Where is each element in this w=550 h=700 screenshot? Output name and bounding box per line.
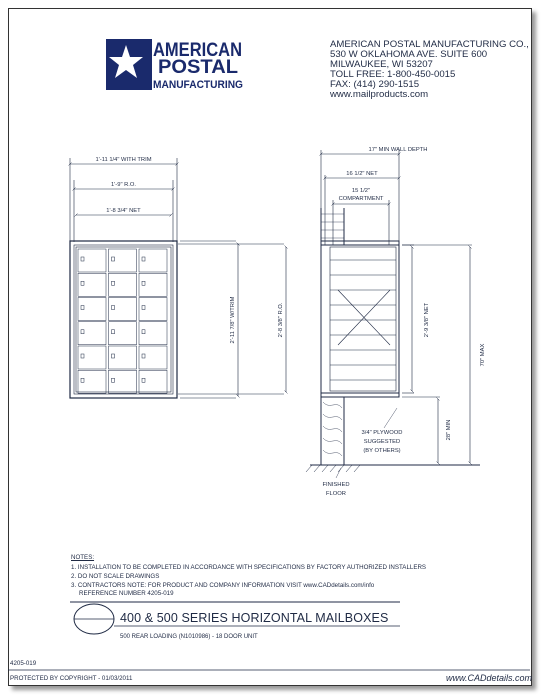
reference-number: 4205-019 <box>10 660 37 667</box>
plywood-note-1: 3/4" PLYWOOD <box>361 430 403 436</box>
door-lock-icon <box>112 330 115 334</box>
door-lock-icon <box>81 306 84 310</box>
door-lock-icon <box>112 378 115 382</box>
door-lock-icon <box>81 330 84 334</box>
drawing-title: 400 & 500 SERIES HORIZONTAL MAILBOXES <box>120 611 389 625</box>
door-lock-icon <box>112 257 115 261</box>
logo-line2: POSTAL <box>158 57 239 78</box>
mailbox-door <box>78 298 106 321</box>
door-lock-icon <box>81 281 84 285</box>
door-lock-icon <box>142 354 145 358</box>
door-lock-icon <box>142 281 145 285</box>
mailbox-door <box>109 273 137 296</box>
dim-max: 70" MAX <box>480 343 486 367</box>
door-lock-icon <box>142 330 145 334</box>
dim-min: 28" MIN <box>446 419 452 441</box>
dim-height-trim: 2'-11 7/8" W/TRIM <box>230 296 236 344</box>
mailbox-door <box>78 322 106 345</box>
dim-net-depth: 16 1/2" NET <box>346 171 378 177</box>
note-3: 3. CONTRACTORS NOTE: FOR PRODUCT AND COMPANY INFORMATION VISIT www.CADdetails.com/info <box>71 582 375 589</box>
plywood-note-3: (BY OTHERS) <box>363 448 401 454</box>
notes-header: NOTES: <box>71 554 95 561</box>
dim-net-height: 2'-9 3/8" NET <box>424 302 430 338</box>
floor-label-2: FLOOR <box>326 491 346 497</box>
dim-compartment-2: COMPARTMENT <box>338 196 384 202</box>
door-lock-icon <box>112 281 115 285</box>
mailbox-door <box>139 322 167 345</box>
mailbox-door <box>139 346 167 369</box>
company-web[interactable]: www.mailproducts.com <box>330 89 429 100</box>
drawing-subtitle: 500 REAR LOADING (N1010986) - 18 DOOR UNIT <box>120 634 258 640</box>
door-lock-icon <box>81 257 84 261</box>
dim-width-ro: 1'-9" R.O. <box>110 182 137 188</box>
note-1: 1. INSTALLATION TO BE COMPLETED IN ACCORDANCE WITH SPECIFICATIONS BY FACTORY AUTHORIZED INSTALLERS <box>71 564 427 571</box>
mailbox-door <box>109 370 137 393</box>
mailbox-door-grid <box>78 249 167 393</box>
mailbox-door <box>109 298 137 321</box>
company-address1: 530 W OKLAHOMA AVE. SUITE 600 <box>330 49 488 60</box>
note-3-reference: REFERENCE NUMBER 4205-019 <box>79 590 174 597</box>
mailbox-door <box>139 370 167 393</box>
mailbox-door <box>139 298 167 321</box>
door-lock-icon <box>81 354 84 358</box>
door-lock-icon <box>112 306 115 310</box>
mailbox-door <box>78 370 106 393</box>
dim-height-ro: 2'-8 3/8" R.O. <box>278 302 284 338</box>
door-lock-icon <box>81 378 84 382</box>
mailbox-door <box>109 322 137 345</box>
caddetails-link[interactable]: www.CADdetails.com <box>446 673 533 683</box>
mailbox-door <box>139 273 167 296</box>
company-name: AMERICAN POSTAL MANUFACTURING CO., <box>330 39 529 50</box>
logo-line3: MANUFACTURING <box>153 79 243 91</box>
mailbox-door <box>139 249 167 272</box>
floor-label-1: FINISHED <box>322 482 350 488</box>
copyright-notice: PROTECTED BY COPYRIGHT - 01/03/2011 <box>10 675 133 682</box>
company-tollfree: TOLL FREE: 1-800-450-0015 <box>330 69 456 80</box>
mailbox-door <box>78 249 106 272</box>
door-lock-icon <box>142 257 145 261</box>
note-2: 2. DO NOT SCALE DRAWINGS <box>71 573 160 580</box>
company-address2: MILWAUKEE, WI 53207 <box>330 59 433 70</box>
mailbox-door <box>78 273 106 296</box>
dim-width-trim: 1'-11 1/4" WITH TRIM <box>95 157 152 163</box>
door-lock-icon <box>112 354 115 358</box>
mailbox-door <box>78 346 106 369</box>
door-lock-icon <box>142 306 145 310</box>
dim-compartment-1: 15 1/2" <box>351 188 371 194</box>
mailbox-door <box>109 346 137 369</box>
company-fax: FAX: (414) 290-1515 <box>330 79 420 90</box>
logo-line1: AMERICAN <box>153 40 242 61</box>
mailbox-door <box>109 249 137 272</box>
plywood-note-2: SUGGESTED <box>363 439 401 445</box>
dim-width-net: 1'-8 3/4" NET <box>106 208 141 214</box>
dim-wall-depth: 17" MIN WALL DEPTH <box>368 147 428 153</box>
door-lock-icon <box>142 378 145 382</box>
